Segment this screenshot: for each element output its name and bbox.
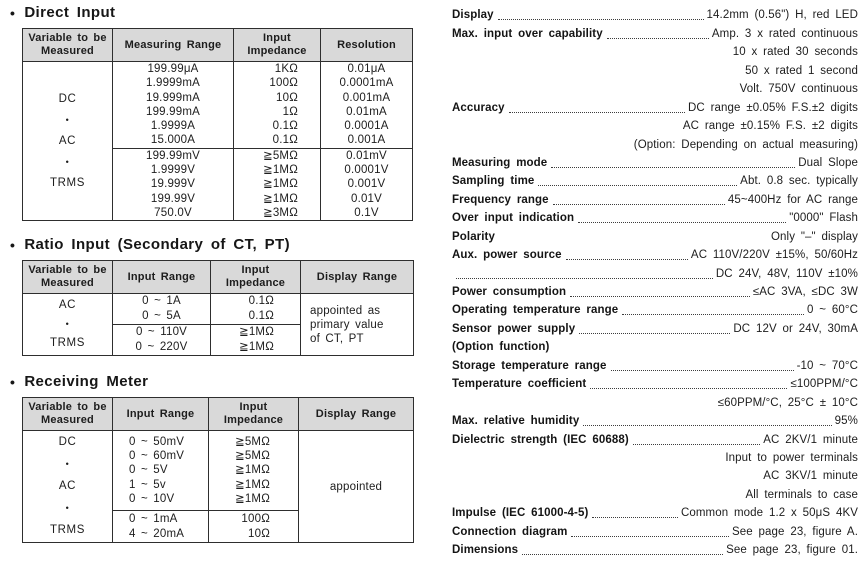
impedance-value: 1Ω: [282, 105, 298, 118]
dotted-leader: [579, 333, 730, 334]
spec-label: Accuracy: [452, 101, 505, 114]
spec-value: ≤100PPM/°C: [790, 378, 858, 391]
col-header-variable: Variable to be Measured: [23, 398, 113, 431]
spec-row: [452, 375, 858, 393]
range-value: 1.9999mA: [145, 77, 201, 90]
spec-row-continuation: [452, 485, 858, 503]
resolution-cell: [321, 148, 413, 220]
dotted-leader: [590, 388, 787, 389]
spec-label: (Option function): [452, 341, 550, 354]
range-value: 0 ~ 60mV: [129, 450, 185, 463]
section-title-ratio-input: [10, 236, 442, 253]
spec-value: 0 ~ 60°C: [807, 304, 858, 317]
range-value: 0 ~ 1mA: [129, 513, 178, 526]
resolution-value: 0.01mA: [346, 105, 387, 118]
spec-value: ≤AC 3VA, ≤DC 3W: [752, 286, 858, 298]
impedance-value: ≧1MΩ: [234, 478, 270, 491]
spec-row-continuation: [452, 61, 858, 79]
resolution-value: 0.0001A: [344, 120, 389, 133]
measuring-range-cell: [113, 148, 234, 220]
spec-value: 95%: [834, 415, 858, 428]
spec-label: Max. input over capability: [452, 27, 603, 40]
table-row-current-group: [23, 62, 413, 149]
impedance-value: 10Ω: [276, 91, 298, 104]
input-impedance-cell: [234, 148, 321, 220]
display-range-line: primary value: [310, 318, 384, 331]
spec-row: [452, 154, 858, 172]
variable-stack: [23, 431, 112, 542]
dotted-leader: [570, 296, 750, 297]
spec-row-continuation: [452, 264, 858, 282]
spec-value: All terminals to case: [745, 488, 858, 501]
spec-row: [452, 504, 858, 522]
bullet-icon: •: [65, 459, 70, 470]
spec-value: Abt. 0.8 sec. typically: [740, 175, 858, 188]
impedance-value: ≧5MΩ: [234, 435, 270, 448]
spec-label: Display: [452, 9, 494, 22]
receiving-meter-table: [22, 397, 414, 543]
spec-value: ≤60PPM/°C, 25°C ± 10°C: [717, 396, 858, 409]
col-header-resolution: Resolution: [321, 29, 413, 62]
col-header-input-impedance: Input Impedance: [211, 261, 301, 294]
range-value: 19.999mA: [145, 91, 201, 104]
col-header-measuring-range: Measuring Range: [113, 29, 234, 62]
range-value: 199.99mV: [145, 149, 201, 162]
header-row: [23, 261, 414, 294]
bullet-icon: •: [65, 319, 70, 330]
spec-label: Frequency range: [452, 193, 549, 206]
dotted-leader: [553, 204, 725, 205]
col-header-input-range: Input Range: [113, 261, 211, 294]
range-value: 0 ~ 1A: [142, 295, 181, 308]
spec-value: AC 2KV/1 minute: [763, 433, 858, 446]
display-range-line: of CT, PT: [310, 332, 364, 345]
impedance-value: ≧5MΩ: [262, 149, 298, 162]
range-value: 15.000A: [150, 134, 196, 147]
spec-value: AC 110V/220V ±15%, 50/60Hz: [690, 249, 858, 262]
spec-row: [452, 522, 858, 540]
spec-value: Only "–" display: [771, 230, 858, 243]
impedance-value: ≧1MΩ: [238, 341, 274, 354]
dotted-leader: [583, 425, 831, 426]
dotted-leader: [566, 259, 688, 260]
header-row: [23, 29, 413, 62]
section-title-direct-input: [10, 4, 442, 21]
section-title-text: Receiving Meter: [24, 373, 149, 391]
dotted-leader: [538, 185, 737, 186]
spec-row: [452, 24, 858, 42]
spec-value: 14.2mm (0.56") H, red LED: [706, 9, 858, 22]
dotted-leader: [522, 554, 723, 555]
spec-value: Common mode 1.2 x 50μS 4KV: [680, 507, 858, 520]
input-range-cell: [113, 294, 211, 325]
spec-row-continuation: [452, 393, 858, 411]
impedance-value: 1KΩ: [274, 63, 298, 75]
dotted-leader: [571, 536, 729, 537]
col-header-input-impedance: Input Impedance: [234, 29, 321, 62]
spec-label: Connection diagram: [452, 525, 568, 538]
display-range-line: appointed as: [310, 304, 381, 317]
dotted-leader: [607, 38, 709, 39]
resolution-value: 0.1V: [354, 206, 379, 219]
spec-row: [452, 301, 858, 319]
spec-row-continuation: [452, 80, 858, 98]
impedance-value: 0.1Ω: [248, 295, 274, 308]
spec-row: [452, 356, 858, 374]
spec-value: DC 12V or 24V, 30mA: [733, 322, 858, 335]
range-value: 0 ~ 5A: [142, 310, 181, 323]
spec-row: [452, 412, 858, 430]
range-value: 0 ~ 5V: [129, 464, 168, 477]
receiving-meter-section: [10, 373, 442, 543]
dotted-leader: [633, 444, 761, 445]
spec-label: Power consumption: [452, 286, 567, 298]
variable-cell: [23, 294, 113, 356]
direct-input-table: [22, 28, 413, 221]
dotted-leader: [551, 167, 795, 168]
variable-stack: [23, 296, 112, 354]
spec-row: [452, 283, 858, 301]
spec-row: [452, 6, 858, 24]
impedance-value: ≧1MΩ: [234, 492, 270, 505]
spec-row: [452, 190, 858, 208]
spec-value: (Option: Depending on actual measuring): [633, 138, 858, 151]
variable-label: TRMS: [50, 524, 85, 537]
display-range-cell: [301, 294, 414, 356]
display-range-text: appointed: [329, 480, 383, 493]
resolution-value: 0.01μA: [347, 63, 386, 75]
spec-row: [452, 227, 858, 245]
spec-row-continuation: [452, 43, 858, 61]
col-header-display-range: Display Range: [299, 398, 414, 431]
spec-value: See page 23, figure A.: [731, 525, 858, 538]
spec-value: 45~400Hz for AC range: [727, 193, 858, 206]
impedance-value: 10Ω: [248, 527, 270, 540]
variable-label: AC: [58, 480, 77, 493]
impedance-value: 0.1Ω: [272, 120, 298, 133]
spec-value: DC range ±0.05% F.S.±2 digits: [688, 101, 858, 114]
resolution-cell: [321, 62, 413, 149]
bullet-icon: •: [10, 373, 16, 390]
variable-stack: [23, 88, 112, 194]
section-title-text: Direct Input: [24, 4, 116, 21]
spec-row: [452, 172, 858, 190]
range-value: 1.9999V: [150, 164, 196, 177]
dotted-leader: [592, 517, 678, 518]
spec-label: Polarity: [452, 230, 495, 243]
spec-row: [452, 430, 858, 448]
resolution-value: 0.001V: [347, 178, 386, 191]
bullet-icon: •: [10, 4, 16, 21]
spec-value: 10 x rated 30 seconds: [732, 46, 858, 59]
col-header-variable: Variable to be Measured: [23, 261, 113, 294]
spec-row-continuation: [452, 449, 858, 467]
col-header-variable: Variable to be Measured: [23, 29, 113, 62]
input-impedance-cell: [211, 325, 301, 356]
input-impedance-cell: [211, 294, 301, 325]
spec-label: Aux. power source: [452, 249, 562, 262]
spec-value: DC 24V, 48V, 110V ±10%: [715, 267, 858, 280]
spec-label: Storage temperature range: [452, 359, 607, 372]
variable-label: TRMS: [50, 337, 85, 350]
dotted-leader: [509, 112, 685, 113]
variable-cell: [23, 431, 113, 543]
bullet-icon: •: [10, 236, 16, 253]
spec-label: Dielectric strength (IEC 60688): [452, 433, 629, 446]
spec-value: -10 ~ 70°C: [796, 359, 858, 372]
input-range-cell: [113, 510, 209, 542]
resolution-value: 0.001mA: [342, 91, 391, 104]
resolution-value: 0.0001mA: [339, 77, 394, 90]
col-header-input-impedance: Input Impedance: [209, 398, 299, 431]
spec-row: [452, 209, 858, 227]
impedance-value: ≧1MΩ: [238, 326, 274, 339]
spec-value: Volt. 750V continuous: [739, 83, 858, 96]
spec-label: Over input indication: [452, 212, 575, 225]
spec-row: [452, 541, 858, 559]
impedance-value: ≧1MΩ: [234, 464, 270, 477]
impedance-value: 100Ω: [269, 77, 298, 90]
impedance-value: ≧1MΩ: [262, 164, 298, 177]
section-title-text: Ratio Input (Secondary of CT, PT): [24, 236, 291, 254]
spec-label: Dimensions: [452, 544, 519, 557]
col-header-display-range: Display Range: [301, 261, 414, 294]
spec-label: Temperature coefficient: [452, 378, 587, 391]
input-range-cell: [113, 431, 209, 511]
display-range-cell: [299, 431, 414, 543]
input-impedance-cell: [209, 510, 299, 542]
spec-label: Sensor power supply: [452, 322, 576, 335]
header-row: [23, 398, 414, 431]
impedance-value: ≧5MΩ: [234, 450, 270, 463]
spec-label: Sampling time: [452, 175, 535, 188]
spec-value: See page 23, figure 01.: [726, 544, 858, 557]
resolution-value: 0.0001V: [344, 164, 389, 177]
spec-value: "0000" Flash: [789, 212, 858, 225]
impedance-value: 0.1Ω: [272, 134, 298, 147]
measuring-range-cell: [113, 62, 234, 149]
dotted-leader: [498, 19, 704, 20]
range-value: 0 ~ 220V: [135, 341, 188, 354]
dotted-leader: [578, 222, 786, 223]
tables-column: [10, 2, 442, 543]
spec-value: Dual Slope: [798, 156, 858, 169]
spec-label: Impulse (IEC 61000-4-5): [452, 507, 589, 520]
spec-label: Operating temperature range: [452, 304, 619, 317]
spec-label: Max. relative humidity: [452, 415, 580, 428]
impedance-value: ≧1MΩ: [262, 192, 298, 205]
range-value: 4 ~ 20mA: [129, 527, 185, 540]
ratio-input-table: [22, 260, 414, 356]
range-value: 0 ~ 10V: [129, 492, 175, 505]
bullet-icon: •: [65, 503, 70, 514]
dotted-leader: [611, 370, 794, 371]
range-value: 19.999V: [150, 178, 196, 191]
bullet-icon: •: [65, 114, 70, 125]
range-value: 199.99V: [150, 192, 196, 205]
variable-cell: [23, 62, 113, 221]
variable-label: DC: [58, 92, 77, 105]
spec-row-continuation: [452, 117, 858, 135]
spec-value: AC range ±0.15% F.S. ±2 digits: [682, 120, 858, 133]
resolution-value: 0.01mV: [346, 149, 387, 162]
range-value: 0 ~ 110V: [135, 326, 188, 339]
display-range-text: [301, 304, 413, 346]
specs-column: [452, 6, 858, 559]
spec-row: [452, 319, 858, 337]
section-title-receiving-meter: [10, 373, 442, 390]
range-value: 1 ~ 5v: [129, 478, 166, 491]
range-value: 199.99mA: [145, 105, 201, 118]
resolution-value: 0.01V: [350, 192, 383, 205]
variable-label: TRMS: [50, 176, 85, 189]
spec-row: [452, 246, 858, 264]
ratio-input-section: [10, 236, 442, 356]
spec-value: 50 x rated 1 second: [745, 64, 858, 77]
dotted-leader: [456, 278, 713, 279]
table-row-current-group: [23, 294, 414, 325]
range-value: 0 ~ 50mV: [129, 435, 185, 448]
impedance-value: 100Ω: [241, 513, 270, 526]
input-impedance-cell: [209, 431, 299, 511]
spec-label: Measuring mode: [452, 156, 548, 169]
variable-label: AC: [58, 299, 77, 312]
variable-label: AC: [58, 134, 77, 147]
dotted-leader: [622, 314, 804, 315]
spec-row: [452, 98, 858, 116]
spec-row-continuation: [452, 135, 858, 153]
col-header-input-range: Input Range: [113, 398, 209, 431]
impedance-value: ≧1MΩ: [262, 178, 298, 191]
table-row-voltage-group: [23, 431, 414, 511]
range-value: 750.0V: [154, 206, 192, 219]
bullet-icon: •: [65, 156, 70, 167]
spec-value: AC 3KV/1 minute: [763, 470, 858, 483]
range-value: 199.99μA: [147, 63, 199, 75]
spec-value: Amp. 3 x rated continuous: [711, 27, 858, 40]
spec-row-continuation: [452, 467, 858, 485]
resolution-value: 0.001A: [347, 134, 386, 147]
spec-value: Input to power terminals: [725, 451, 858, 464]
direct-input-section: [10, 4, 442, 221]
input-range-cell: [113, 325, 211, 356]
spec-row: [452, 338, 858, 356]
variable-label: DC: [58, 436, 77, 449]
impedance-value: ≧3MΩ: [262, 206, 298, 219]
range-value: 1.9999A: [150, 120, 196, 133]
impedance-value: 0.1Ω: [248, 310, 274, 323]
input-impedance-cell: [234, 62, 321, 149]
